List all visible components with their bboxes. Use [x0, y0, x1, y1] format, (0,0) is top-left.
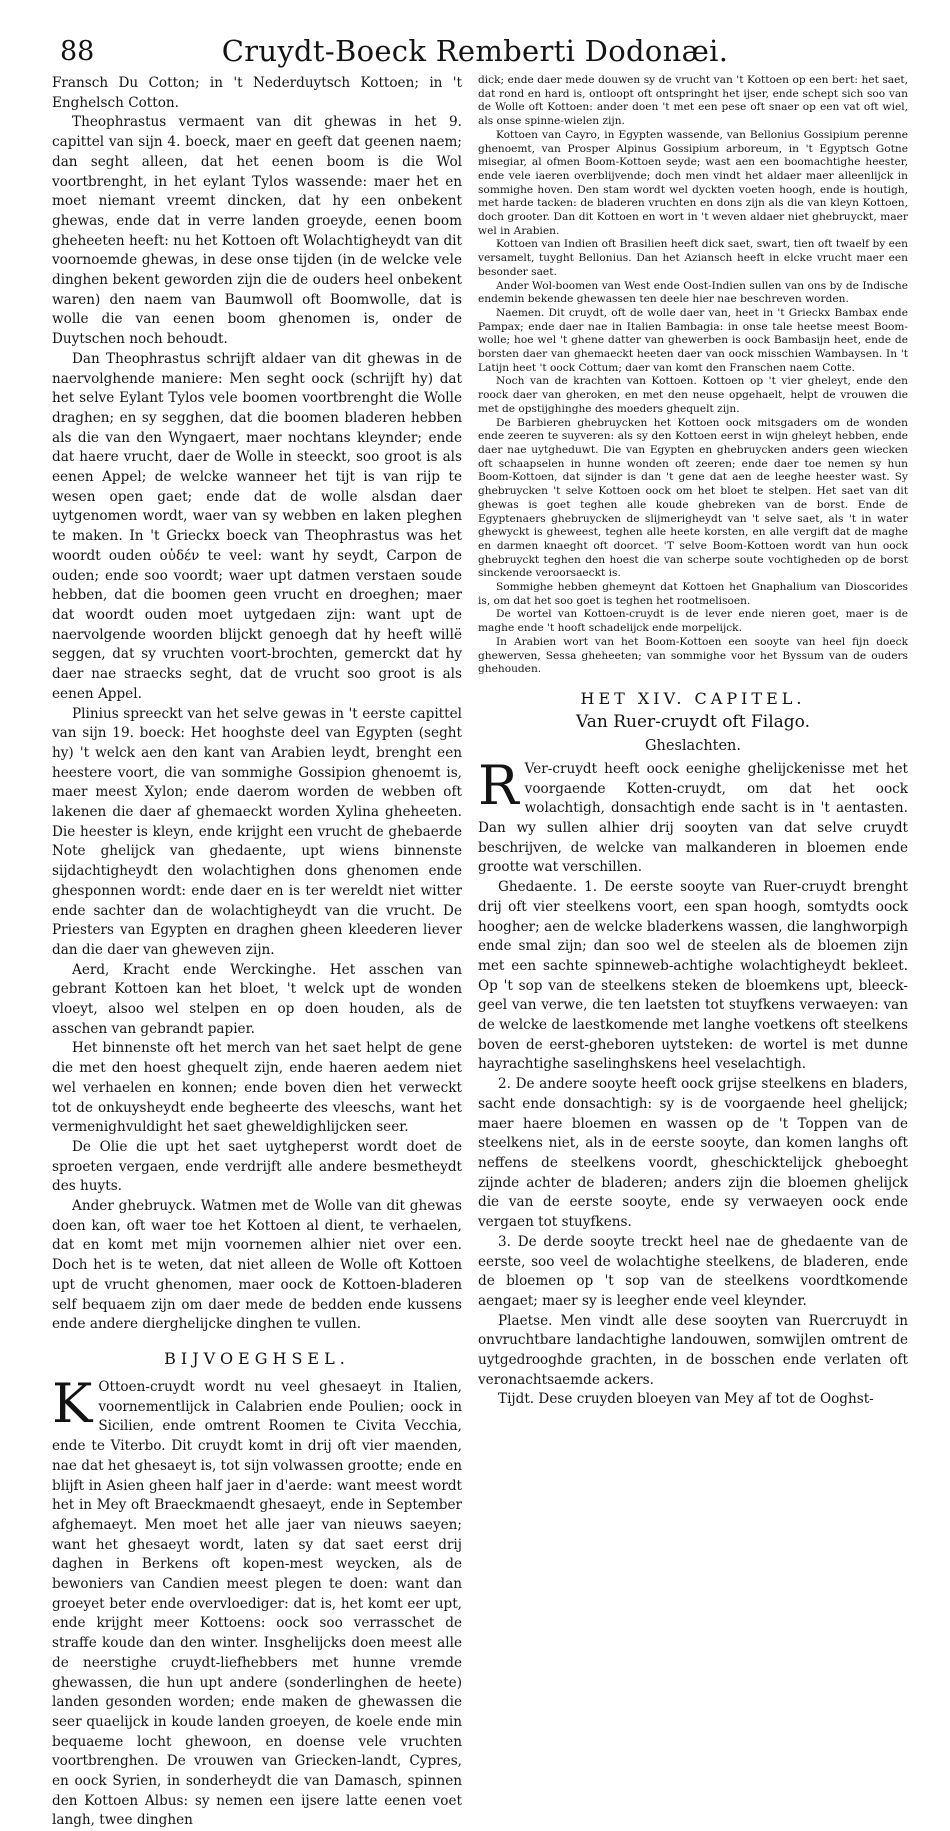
chapter-intro-text: Ver-cruydt heeft oock eenighe ghelijckenisse met het voorgaende Kotten-cruydt, om dat het oock wolachtigh, donsachtigh ende sacht is in 't aentasten. Dan wy sullen alhier drij sooyten van dat selve cruydt beschrijven, de welcke van malkanderen in bloemen ende grootte wat verschillen.	[478, 760, 908, 876]
paragraph: Theophrastus vermaent van dit ghewas in het 9. capittel van sijn 4. boeck, maer en geeft dat geenen naem; dan seght alleen, dat het eenen boom is die Wol voortbrenght, in het eylant Tylos wassende: maer het en moet niemant vreemt dincken, dat hy een onbekent ghewas, ende dat in verre landen groeyde, eenen boom gheheeten heeft: nu het Kottoen oft Wolachtigheydt van dit voornoemde ghewas, in dese onse tijden (in de welcke vele dinghen bekent geworden zijn die de ouders heel onbekent waren) den naem van Baumwoll oft Boomwolle, dat is wolle die van eenen boom ghenomen is, onder de Duytschen noch behoudt.	[52, 114, 462, 348]
paragraph: Plaetse. Men vindt alle dese sooyten van Ruercruydt in onvruchtbare landachtighe landouwen, somwijlen omtrent de uytgedrooghde grachten, in de bosschen ende verlaten oft veronachtsaemde ackers.	[478, 1312, 908, 1388]
paragraph: De Barbieren ghebruycken het Kottoen oock mitsgaders om de wonden ende zeeren te suyveren: als sy den Kottoen eerst in wijn gheleyt hebben, ende daer nae uytgheduwt. Die van Egypten en ghebruycken anders geen wiecken oft schaapselen in hunne wonden oft zeeren; ende daer toe nemen sy hun Boom-Kottoen, dat sijnder is dan 't gene dat aen de leeghe heester wast. Sy ghebruycken 't selve Kottoen oock om het bloet te stelpen. Het saet van dit ghewas is goet teghen alle koude ghebreken van de borst. Ende de Egyptenaers ghebruycken de slijmerigheydt van 't selve saet, als 't in water ghewyckt is gheweest, teghen alle heete korsten, en alle vergift dat de maghe en darmen knaeght oft doorcet. 'T selve Boom-Kottoen wordt van hun oock ghebruyckt teghen den hoest die van scherpe soute vochtigheden op de borst sinckende veroorsaeckt is.	[478, 416, 908, 580]
paragraph: 2. De andere sooyte heeft oock grijse steelkens en bladers, sacht ende donsachtigh: sy is de voorgaende heel ghelijck; maer haere bloemen en wassen op de 't Toppen van de steelkens niet, als in de eerste sooyte, dan komen langhs oft neffens de steelkens voordt, gheschicktelijck gheboeght zijnde achter de bladeren; anders zijn die bloemen ghelijck die van de eerste sooyte, ende sy verwaeyen oock ende vergaen tot stuyfkens.	[478, 1076, 908, 1231]
paragraph: Ghedaente. 1. De eerste sooyte van Ruer-cruydt brenght drij oft vier steelkens voort, een span hoogh, somtydts oock hoogher; aen de welcke bladerkens wassen, die langhworpigh ende smal zijn; dan soo wel de steelen als de bloemen zijn met een sachte spinneweb-achtighe wolachtigheydt bekleet. Op 't sop van de steelkens steken de bloemkens upt, bleeck-geel van verwe, die ten laetsten tot stuyfkens verwaeyen: van de welcke de laestkomende met langhe voetkens oft steelkens boven de eerst-gheboren uytsteken: de wortel is met dunne hayrachtighe saselinghskens heel veselachtigh.	[478, 879, 908, 1073]
chapter-heading: HET XIV. CAPITEL.	[580, 688, 806, 708]
paragraph: De Olie die upt het saet uytgheperst wordt doet de sproeten vergaen, ende verdrijft alle andere besmetheydt des huyts.	[52, 1138, 462, 1195]
paragraph: Ander ghebruyck. Watmen met de Wolle van dit ghewas doen kan, oft waer toe het Kottoen al dient, te verhaelen, dat en komt met mijn voornemen alhier niet over een. Doch het is te weten, dat niet alleen de Wolle oft Kottoen upt de vrucht ghenomen, maer oock de Kottoen-bladeren self bequaem zijn om daer mede de bedden ende kussens ende andere dierghelijcke dinghen te vullen.	[52, 1198, 462, 1333]
paragraph: Aerd, Kracht ende Werckinghe. Het asschen van gebrant Kottoen kan het bloet, 't welck upt de wonden vloeyt, alsoo wel stelpen en op doen houden, als de asschen van gebrandt papier.	[52, 961, 462, 1037]
paragraph: Fransch Du Cotton; in 't Nederduytsch Kottoen; in 't Enghelsch Cotton.	[52, 75, 462, 111]
paragraph: Kottoen van Indien oft Brasilien heeft dick saet, swart, tien oft twaelf by een versamelt, tuyght Bellonius. Dan het Aziansch heeft in elcke vrucht maer een besonder saet.	[478, 238, 908, 278]
chapter-subtitle: Van Ruer-cruydt oft Filago.	[576, 711, 810, 732]
paragraph: Naemen. Dit cruydt, oft de wolle daer van, heet in 't Grieckx Bambax ende Pampax; ende daer nae in Italien Bambagia: in onse tale heetse meest Boom-wolle; hoe wel 't ghene datter van ghewerben is oock Bambasijn heet, ende de borsten daer van ghemaeckt heeten daer van oock misschien Wambaysen. In 't Latijn heet 't oock Cottum; daer van komt den Franschen naem Cotte.	[478, 306, 908, 374]
chapter-intro-paragraph	[478, 753, 908, 878]
left-column	[52, 74, 462, 1829]
paragraph: Kottoen van Cayro, in Egypten wassende, van Bellonius Gossipium perenne ghenoemt, van Prosper Alpinus Gossipium arboreum, in 't Egyptsch Gotne misegiar, al ofmen Boom-Kottoen seyde; wast aen een boomachtighe heester, ende vele iaeren overblijvende; doch men vindt het aldaer maer alleenlijck in sommighe hoven. Den stam wordt wel dyckten voeten hoogh, ende is houtigh, met harde tacken: de bladeren vruchten en dons zijn als die van kleyn Kottoen, doch grooter. Dan dit Kottoen en wort in 't weven aldaer niet ghebruyckt, maer wel in Arabien.	[478, 128, 908, 237]
paragraph: Noch van de krachten van Kottoen. Kottoen op 't vier gheleyt, ende den roock daer van gheroken, en met den neuse opgehaelt, helpt de vrouwen die met de opstijghinghe des moeders ghequelt zijn.	[478, 375, 908, 415]
right-column	[478, 74, 908, 1554]
gheslachten-heading: Gheslachten.	[644, 737, 742, 754]
paragraph: Het binnenste oft het merch van het saet helpt de gene die met den hoest ghequelt zijn, ende haeren aedem niet wel verhaelen en konnen; ende boven dien het verweckt tot de onkuysheydt ende begheerte des vleeschs, want het vermenighvuldight het saet gheweldighlijcken seer.	[52, 1040, 462, 1136]
drop-cap: R	[478, 753, 519, 817]
bijvoeghsel-text: Ottoen-cruydt wordt nu veel ghesaeyt in Italien, voornementlijck in Calabrien ende Poulien; oock in Sicilien, ende omtrent Roomen te Civita Vecchia, ende te Viterbo. Dit cruydt komt in drij oft vier maenden, nae dat het ghesaeyt is, tot sijn volwassen grootte; ende en blijft in Asien gheen half jaer in d'aerde: want meest wordt het in Mey oft Braeckmaendt ghesaeyt, ende in September afghemaeyt. Men moet het alle jaer van nieuws saeyen; want het ghesaeyt wordt, laten sy dat saet eerst drij daghen in Berkens oft kopen-mest weycken, als de bewoniers van Candien meest plegen te doen: want dan groeyet beter ende overvloediger: dat is, het komt eer upt, ende krijght meer Kottoens: oock soo verrasschet de straffe koude dan den winter. Insghelijcks doen meest alle de neerstighe cruydt-liefhebbers met hunne vremde ghewassen, die hun upt andere (sonderlinghen de heete) landen gesonden worden; ende maken de ghewassen die seer quaelijck in koude landen groeyen, de koele ende min bequaeme locht ghewoon, en doense vele vruchten voortbrenghen. De vrouwen van Griecken-landt, Cypres, en oock Syrien, in sonderheydt die van Damasch, spinnen den Kottoen Albus: sy nemen een ijsere latte eenen voet langh, twee dinghen	[52, 1379, 462, 1829]
paragraph: 3. De derde sooyte treckt heel nae de ghedaente van de eerste, soo veel de wolachtighe steelkens, de bladeren, ende de bloemen op 't sop van de steelkens voordtkomende aengaet; maer sy is leegher ende veel kleynder.	[478, 1233, 908, 1309]
page-number: 88	[60, 36, 95, 67]
bijvoeghsel-paragraph	[52, 1372, 462, 1831]
running-title: Cruydt-Boeck Remberti Dodonæi.	[221, 34, 729, 68]
section-heading: BIJVOEGHSEL.	[164, 1349, 350, 1368]
paragraph: Sommighe hebben ghemeynt dat Kottoen het Gnaphalium van Dioscorides is, om dat het soo goet is teghen het rootmelisoen.	[478, 581, 908, 607]
page-header	[60, 30, 890, 76]
paragraph: dick; ende daer mede douwen sy de vrucht van 't Kottoen op een bert: het saet, dat rond en hard is, ontloopt oft ontspringht het ijser, ende schept sich soo van de Wolle oft Kottoen: ander doen 't met een pese oft snaer op een vat oft wiel, als onse spinne-wielen zijn.	[478, 74, 908, 128]
drop-cap: K	[52, 1372, 93, 1435]
paragraph: Dan Theophrastus schrijft aldaer van dit ghewas in de naervolghende maniere: Men seght oock (schrijft hy) dat het selve Eylant Tylos vele boomen voortbrenght die Wolle draghen; en sy segghen, dat die boomen bladeren hebben als die van den Wyngaert, maer nochtans kleynder; ende dat haere vrucht, daer de Wolle in steeckt, soo groot is als eenen Appel; de welcke wanneer het tijt is van rijp te wesen open gaet; ende dat de wolle alsdan daer uytgenomen wordt, waer van sy webben en laken pleghen te maken. In 't Grieckx boeck van Theophrastus was het woordt ouden οὐδέν te veel: want hy seydt, Carpon de ouden; ende soo voordt; waer upt datmen verstaen soude hebben, dat die boomen geen vrucht en droeghen; maer dat woordt ouden moet uytgedaen zijn: want upt de naervolgende woorden blijckt genoegh dat hy heeft willë seggen, dat sy vruchten voort-brochten, gemerckt dat hy daer nae straecks seght, dat de vrucht soo groot is als eenen Appel.	[52, 350, 462, 702]
paragraph: De wortel van Kottoen-cruydt is de lever ende nieren goet, maer is de maghe ende 't hooft schadelijck ende morpelijck.	[478, 608, 908, 635]
paragraph: Plinius spreeckt van het selve gewas in 't eerste capittel van sijn 19. boeck: Het hooghste deel van Egypten (seght hy) 't welck aen den kant van Arabien leydt, brenght een heestere voort, die van sommighe Gossipion ghenoemt is, maer meest Xylon; ende daerom worden de webben oft lakenen die daer af ghemaeckt worden Xylina gheheeten. Die heester is kleyn, ende krijght een vrucht de ghebaerde Note ghelijck van ghedaente, upt wiens binnenste sijdachtigheydt den wolachtighen dons ghenomen ende ghesponnen wordt: ende daer en is ter wereldt niet witter ende sachter dan de wolachtigheydt van die vrucht. De Priesters van Egypten en draghen gheen kleederen liever dan die daer van gheweven zijn.	[52, 705, 462, 958]
paragraph: Ander Wol-boomen van West ende Oost-Indien sullen van ons by de Indische endemin bekende ghewassen ten deele hier nae beschreven worden.	[478, 279, 908, 306]
paragraph: Tijdt. Dese cruyden bloeyen van Mey af tot de Ooghst-	[498, 1391, 874, 1408]
paragraph: In Arabien wort van het Boom-Kottoen een sooyte van heel fijn doeck ghewerven, Sessa gheheeten; van sommighe voor het Byssum van de ouders ghehouden.	[478, 635, 908, 676]
